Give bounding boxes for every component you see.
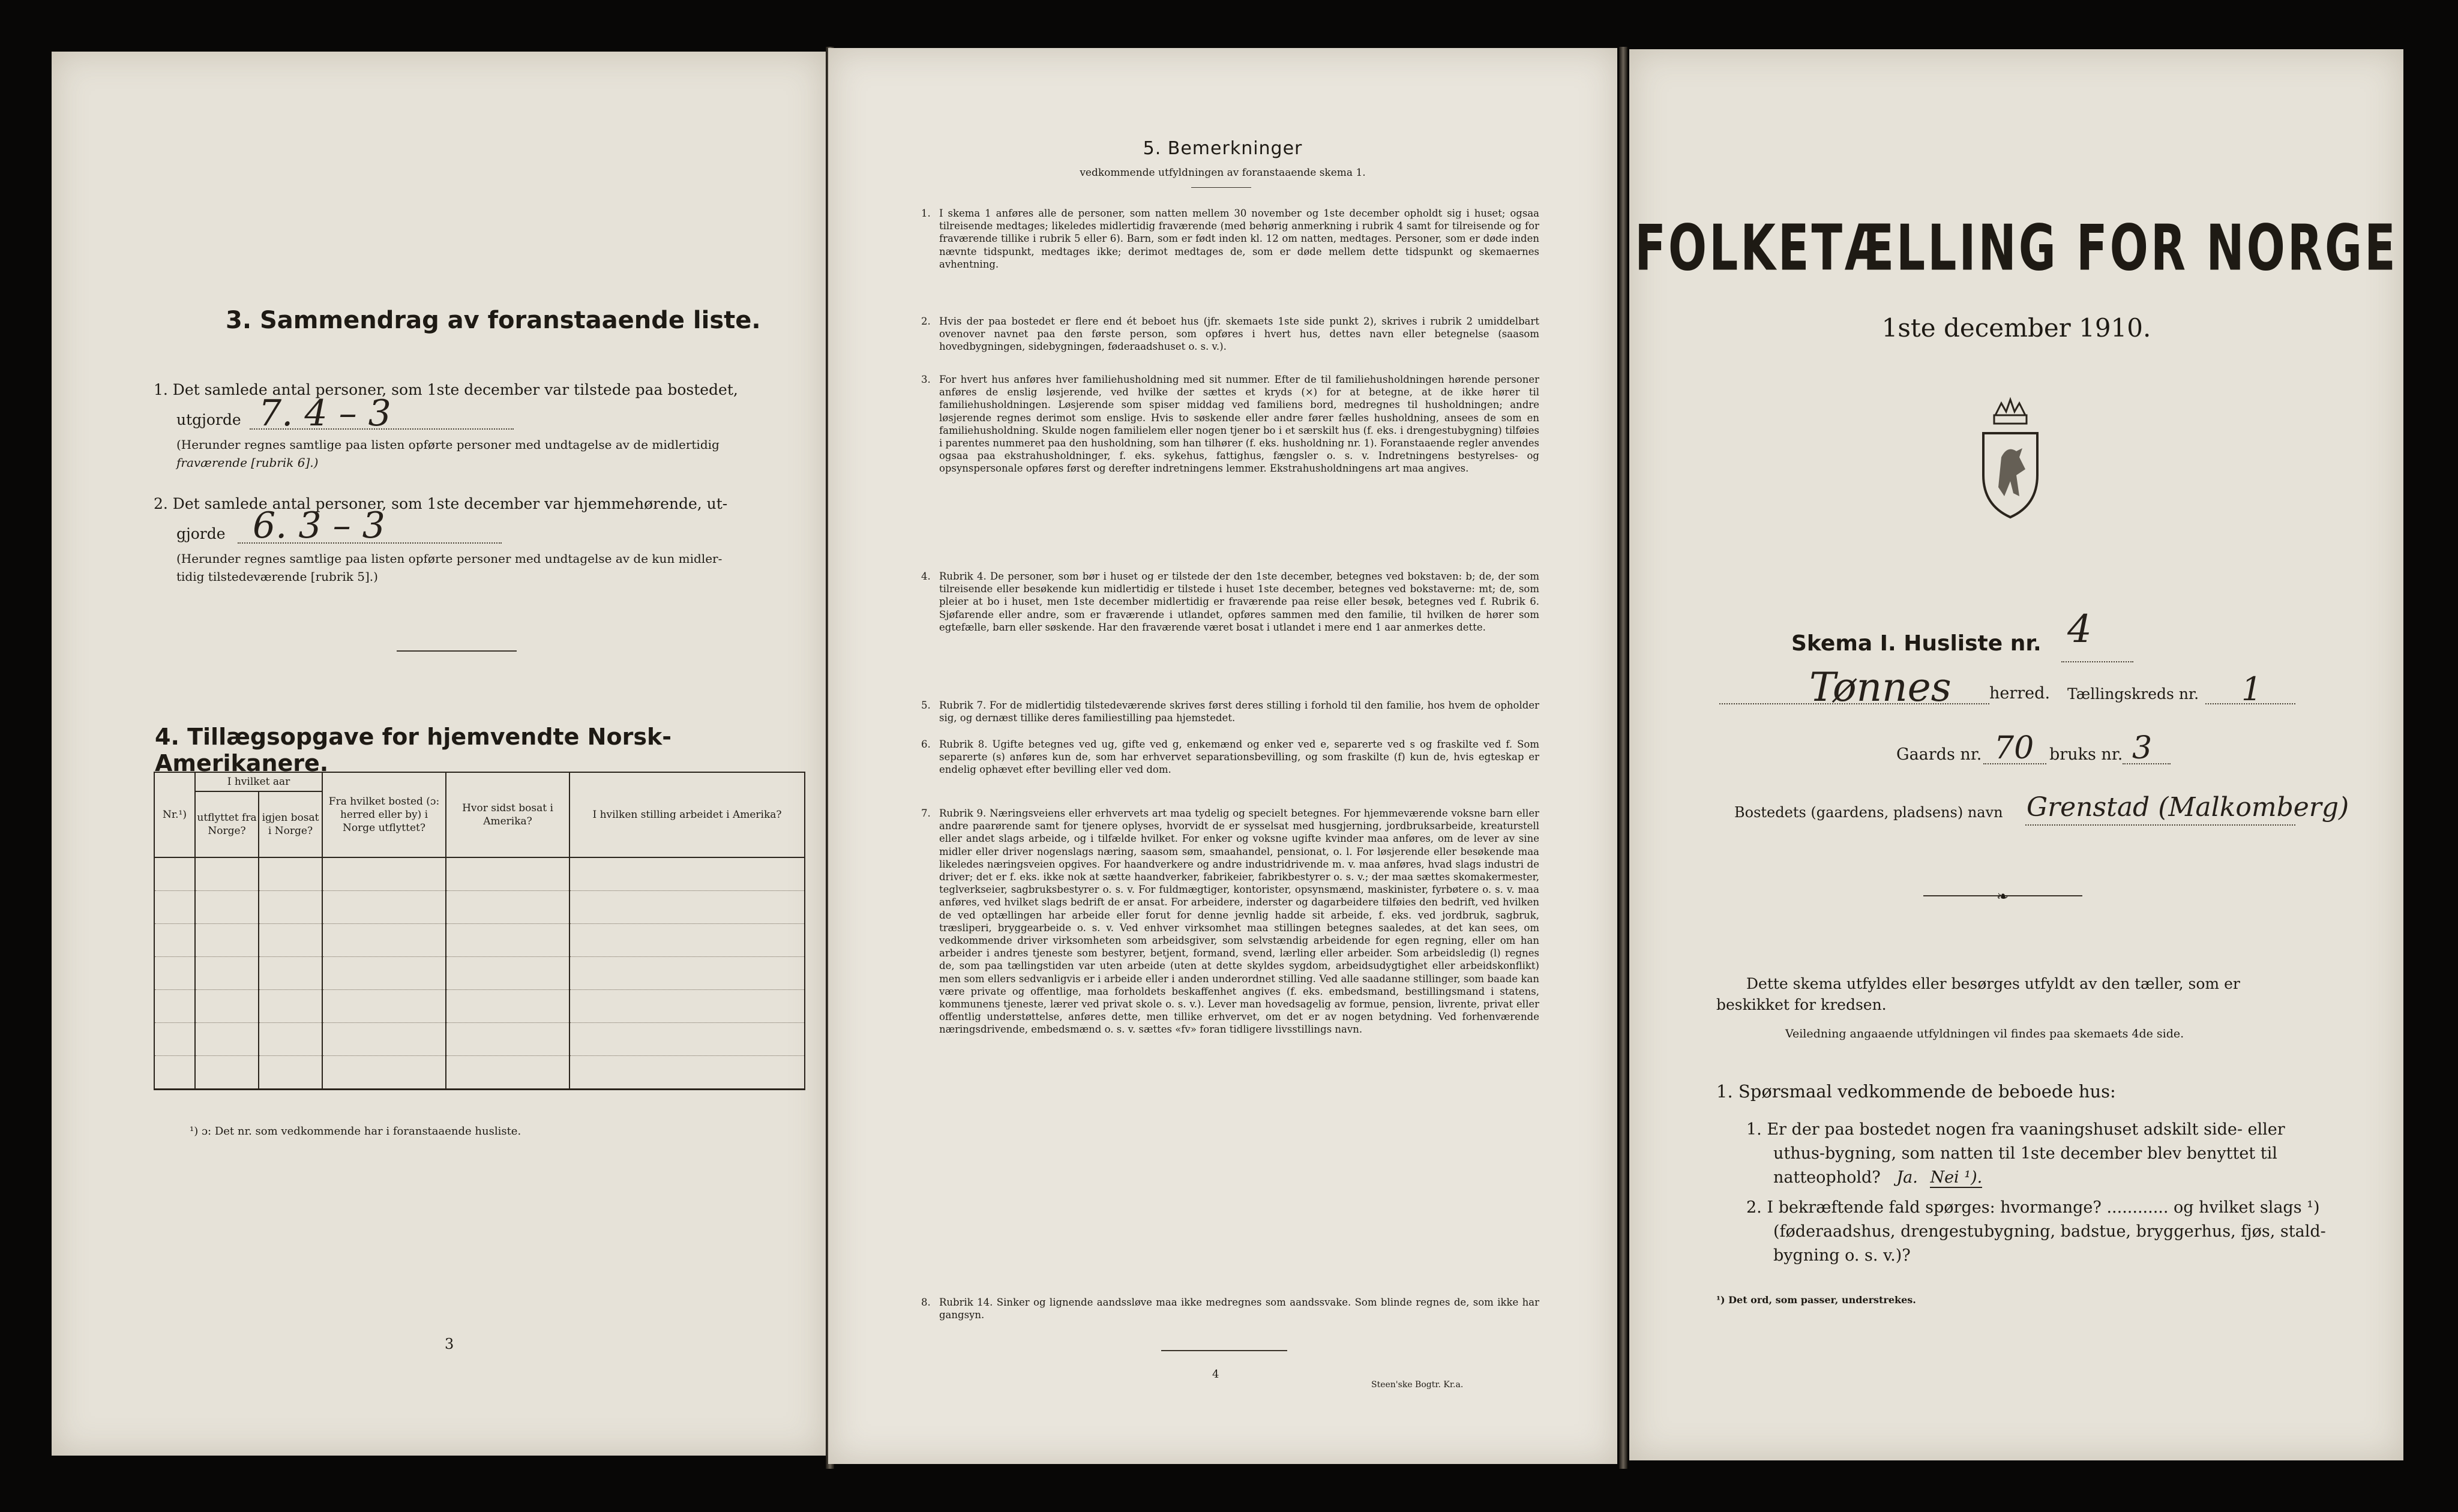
printer-mark: Steen'ske Bogtr. Kr.a. [1371, 1380, 1464, 1390]
answer-nei-underlined: Nei ¹). [1930, 1168, 1983, 1187]
remarks-end-rule [1161, 1350, 1287, 1351]
table-row [154, 1056, 805, 1090]
page-4-remarks [828, 48, 1617, 1464]
bosted-value: Grenstad (Malkomberg) [2027, 792, 2349, 823]
item-2-handwritten-value: 6. 3 – 3 [253, 505, 385, 547]
remark-item-1: 1. I skema 1 anføres alle de personer, som natten mellem 30 november og 1ste december opholdt sig i huset; ogsaa tilreisende medtages; likeledes midlertidig fraværende (med behørig anmerkning i rubrik 4 samt for tilreisende og for fraværende tillike i rubrik 5 eller 6). Barn, som er født inden kl. 12 om natten, medtages. Personer, som er døde inden nævnte tidspunkt, medtages ikke; derimot medtages de, som er døde mellem dette tidspunkt og skemaernes avhentning. [921, 208, 1539, 270]
question-2-line-1: 2. I bekræftende fald spørges: hvormange? ............ og hvilket slags ¹) [1746, 1198, 2320, 1217]
question-2-line-2: (føderaadshus, drengestubygning, badstue, bryggerhus, fjøs, stald- [1773, 1222, 2326, 1241]
col-header-hvor-bosat: Hvor sidst bosat i Amerika? [446, 772, 569, 857]
col-header-utflyttet: utflyttet fra Norge? [195, 791, 259, 857]
table-cell [259, 857, 322, 891]
table-row [154, 957, 805, 990]
remark-item-8: 8. Rubrik 14. Sinker og lignende aandssløve maa ikke medregnes som aandssvake. Som blinde regnes de, som ikke har gangsyn. [921, 1297, 1539, 1321]
table-cell [446, 957, 569, 990]
section-3-title: 3. Sammendrag av foranstaaende liste. [226, 307, 761, 334]
table-cell [195, 891, 259, 924]
page-footnote: ¹) Det ord, som passer, understrekes. [1716, 1294, 1916, 1306]
table-cell [446, 891, 569, 924]
table-cell [195, 1023, 259, 1056]
section-4-title: 4. Tillægsopgave for hjemvendte Norsk-Amerikanere. [155, 724, 672, 776]
remark-item-6: 6. Rubrik 8. Ugifte betegnes ved ug, gifte ved g, enkemænd og enker ved e, separerte ved s og fraskilte ved f. Som separerte (s) anføres kun de, som har erhvervet separationsbevilling, og som fraskilte (f) kun de, hvis egteskap er endelig ophævet efter bevilling eller ved dom. [921, 739, 1539, 776]
remarks-subtitle: vedkommende utfyldningen av foranstaaende skema 1. [1080, 167, 1366, 179]
item-2-note-line-1: (Herunder regnes samtlige paa listen opførte personer med undtagelse av de kun midler- [176, 551, 723, 566]
table-cell [322, 990, 446, 1023]
col-header-nr: Nr.¹) [154, 772, 195, 857]
table-cell [259, 924, 322, 957]
table-cell [322, 891, 446, 924]
remarks-title-rule [1191, 187, 1251, 188]
table-cell [446, 1056, 569, 1090]
bosted-line [2025, 824, 2295, 826]
table-cell [259, 891, 322, 924]
table-cell [446, 990, 569, 1023]
table-cell [569, 891, 805, 924]
kreds-label: Tællingskreds nr. [2067, 685, 2199, 703]
gaards-nr-value: 70 [1994, 730, 2034, 766]
item-2-prefix: gjorde [176, 525, 226, 542]
table-cell [569, 857, 805, 891]
table-cell [195, 857, 259, 891]
table-cell [322, 957, 446, 990]
table-row [154, 1023, 805, 1056]
husliste-nr-value: 4 [2067, 607, 2092, 652]
col-header-stilling: I hvilken stilling arbeidet i Amerika? [569, 772, 805, 857]
page-1-cover [1629, 49, 2403, 1460]
ornament-icon: ❧ [1997, 888, 2009, 905]
table-cell [154, 990, 195, 1023]
skema-label: Skema I. Husliste nr. [1791, 631, 2042, 656]
item-1-prefix: utgjorde [176, 411, 241, 428]
item-2-note-line-2: tidig tilstedeværende [rubrik 5].) [176, 569, 378, 584]
table-cell [154, 1023, 195, 1056]
table-cell [446, 924, 569, 957]
table-row [154, 891, 805, 924]
page-3-summary [52, 52, 826, 1456]
question-1-line-1: 1. Er der paa bostedet nogen fra vaaningshuset adskilt side- eller [1746, 1120, 2285, 1139]
page-number: 3 [445, 1336, 454, 1352]
table-cell [569, 1023, 805, 1056]
table-cell [322, 857, 446, 891]
answer-ja: Ja. [1896, 1168, 1918, 1187]
table-body [154, 857, 805, 1090]
item-1-note-line-1: (Herunder regnes samtlige paa listen opførte personer med undtagelse av de midlertidig [176, 437, 720, 452]
bosted-label: Bostedets (gaardens, pladsens) navn [1734, 804, 2003, 821]
table-cell [154, 857, 195, 891]
remark-item-3: 3. For hvert hus anføres hver familiehusholdning med sit nummer. Efter de til familiehusholdningen hørende personer anføres de enslig løsjerende, ved hvilke der sættes et kryds (×) for at betegne, at de ikke hører til familiehusholdningen. Løsjerende som spiser middag ved familiens bord, medregnes til husholdningen; andre løsjerende regnes derimot som enslige. Hvis to søskende eller andre fører fælles husholdning, ansees de som en familiehusholdning. Skulde nogen familielem eller nogen tjener bo i et særskilt hus (f. eks. i drengestubygning) tilføies i parentes nummeret paa den husholdning, som han tilhører (f. eks. husholdning nr. 1). Foranstaaende regler anvendes ogsaa paa ekstrahusholdninger, f. eks. sykehus, fattighus, fængsler o. s. v. Indretningens bestyrelses- og opsynspersonale opføres først og derefter indretningens lemmer. Ekstrahusholdningens art maa angives. [921, 374, 1539, 475]
table-cell [446, 857, 569, 891]
table-cell [259, 1056, 322, 1090]
table-cell [322, 1023, 446, 1056]
table-footnote: ¹) ɔ: Det nr. som vedkommende har i foranstaaende husliste. [190, 1125, 521, 1138]
herred-value: Tønnes [1809, 664, 1952, 710]
table-cell [446, 1023, 569, 1056]
remark-item-5: 5. Rubrik 7. For de midlertidig tilstedeværende skrives først deres stilling i forhold til den familie, hos hvem de opholder sig, og dernæst tillike deres familiestilling paa hjemstedet. [921, 700, 1539, 724]
table-cell [154, 957, 195, 990]
table-cell [154, 1056, 195, 1090]
remarks-title: 5. Bemerkninger [1143, 138, 1303, 159]
col-header-fra-bosted: Fra hvilket bosted (ɔ: herred eller by) i Norge utflyttet? [322, 772, 446, 857]
husliste-nr-line [2061, 661, 2133, 662]
page-fold [1619, 47, 1627, 1469]
table-cell [195, 990, 259, 1023]
table-row [154, 857, 805, 891]
herred-label: herred. [1989, 684, 2051, 703]
table-cell [259, 990, 322, 1023]
table-cell [195, 957, 259, 990]
table-header-row-1 [154, 772, 805, 791]
bruks-nr-value: 3 [2132, 730, 2153, 766]
item-2-text: 2. Det samlede antal personer, som 1ste december var hjemmehørende, ut- [154, 495, 728, 512]
table-cell [569, 924, 805, 957]
page-number: 4 [1212, 1368, 1219, 1381]
remark-item-2: 2. Hvis der paa bostedet er flere end ét beboet hus (jfr. skemaets 1ste side punkt 2), skrives i rubrik 2 umiddelbart ovenover navnet paa den første person, som opføres i hvert hus, dettes navn eller betegnelse (saasom hovedbygningen, sidebygningen, føderaadshuset o. s. v.). [921, 316, 1539, 353]
gaards-label: Gaards nr. [1896, 745, 1982, 764]
question-1-line-2: uthus-bygning, som natten til 1ste december blev benyttet til [1773, 1144, 2277, 1163]
census-title: FOLKETÆLLING FOR NORGE [1635, 211, 2398, 285]
bruks-label: bruks nr. [2049, 745, 2123, 764]
table-cell [322, 1056, 446, 1090]
item-1-text: 1. Det samlede antal personer, som 1ste december var tilstede paa bostedet, [154, 381, 738, 398]
question-2-line-3: bygning o. s. v.)? [1773, 1246, 1911, 1265]
table-cell [154, 891, 195, 924]
item-1-note-line-2: fraværende [rubrik 6].) [176, 455, 319, 470]
table-cell [322, 924, 446, 957]
table-cell [569, 957, 805, 990]
table-cell [195, 924, 259, 957]
table-cell [259, 957, 322, 990]
col-header-igjen-bosat: igjen bosat i Norge? [259, 791, 322, 857]
remark-item-7: 7. Rubrik 9. Næringsveiens eller erhvervets art maa tydelig og specielt betegnes. For hjemmeværende voksne barn eller andre paarørende samt for tjenere oplyses, hvorvidt de er sysselsat med husgjerning, jordbruksarbeide, kreaturstell eller andet slags arbeide, og i tilfælde hvilket. For enker og voksne ugifte kvinder maa anføres, om de lever av sine midler eller driver nogenslags næring, saasom søm, smaahandel, pensionat, o. l. For løsjerende eller besøkende maa likeledes næringsveien opgives. For haandverkere og andre industridrivende m. v. maa anføres, hvad slags industri de driver; det er f. eks. ikke nok at sætte haandverker, fabrikeier, fabrikbestyrer o. s. v.; der maa sættes skomakermester, teglverkseier, sagbruksbestyrer o. s. v. For fuldmægtiger, kontorister, opsynsmænd, maskinister, fyrbøtere o. s. v. maa anføres, ved hvilket slags bedrift de er ansat. For arbeidere, inderster og dagarbeidere tilføies den bedrift, ved hvilken de ved optællingen har arbeide eller forut for denne jevnlig hadde sit arbeide, f. eks. ved jordbruk, sagbruk, træsliperi, bryggearbeide o. s. v. Ved enhver virksomhet maa stillingen betegnes saaledes, at det kan sees, om vedkommende driver virksomheten som arbeidsgiver, som selvstændig arbeidende for egen regning, eller om han arbeider i andres tjeneste som bestyrer, betjent, formand, svend, lærling eller arbeider. Som arbeidsledig (l) regnes de, som paa tællingstiden var uten arbeide (uten at dette skyldes sygdom, arbeidsudygtighet eller arbeidskonflikt) men som ellers sedvanligvis er i arbeide eller i anden underordnet stilling. Ved alle saadanne stillinger, som baade kan være private og offentlige, maa forholdets beskaffenhet angives (f. eks. embedsmand, bestillingsmand i statens, kommunens tjeneste, lærer ved privat skole o. s. v.). Lever man hovedsagelig av formue, pension, livrente, privat eller offentlig understøttelse, anføres dette, men tillike erhvervet, om det er av nogen betydning. Ved forhenværende næringsdrivende, embedsmænd o. s. v. sættes «fv» foran tidligere livsstillings navn. [921, 808, 1539, 1036]
table-cell [195, 1056, 259, 1090]
table-row [154, 990, 805, 1023]
remark-item-4: 4. Rubrik 4. De personer, som bør i huset og er tilstede der den 1ste december, betegnes ved bokstaven: b; de, der som tilreisende eller besøkende kun midlertidig er tilstede i huset 1ste december, betegnes ved bokstaverne: mt; de, som pleier at bo i huset, men 1ste december midlertidig er fraværende paa reise eller besøk, betegnes ved f. Rubrik 6. Sjøfarende eller andre, som er fraværende i utlandet, opføres sammen med den familie, til hvilken de hører som egtefælle, barn eller søskende. Har den fraværende været bosat i utlandet i mere end 1 aar anmerkes dette. [921, 571, 1539, 633]
kreds-nr-value: 1 [2241, 670, 2262, 708]
separator-rule [397, 650, 517, 652]
questions-header: 1. Spørsmaal vedkommende de beboede hus: [1716, 1081, 2116, 1102]
table-cell [569, 1056, 805, 1090]
question-1-line-3: natteophold? Ja. Nei ¹). [1773, 1168, 1983, 1187]
table-cell [154, 924, 195, 957]
table-cell [259, 1023, 322, 1056]
census-date: 1ste december 1910. [1881, 313, 2151, 343]
table-cell [569, 990, 805, 1023]
instruction-line-1: Dette skema utfyldes eller besørges utfyldt av den tæller, som er [1746, 975, 2240, 992]
veiledning-note: Veiledning angaaende utfyldningen vil findes paa skemaets 4de side. [1785, 1027, 2184, 1040]
item-1-handwritten-value: 7. 4 – 3 [259, 392, 391, 434]
col-header-group-year: I hvilket aar [195, 772, 322, 791]
norway-coat-of-arms-icon [1971, 391, 2049, 523]
instruction-line-2: beskikket for kredsen. [1716, 996, 1887, 1013]
table-row [154, 924, 805, 957]
norsk-amerikanere-table [154, 772, 805, 1090]
